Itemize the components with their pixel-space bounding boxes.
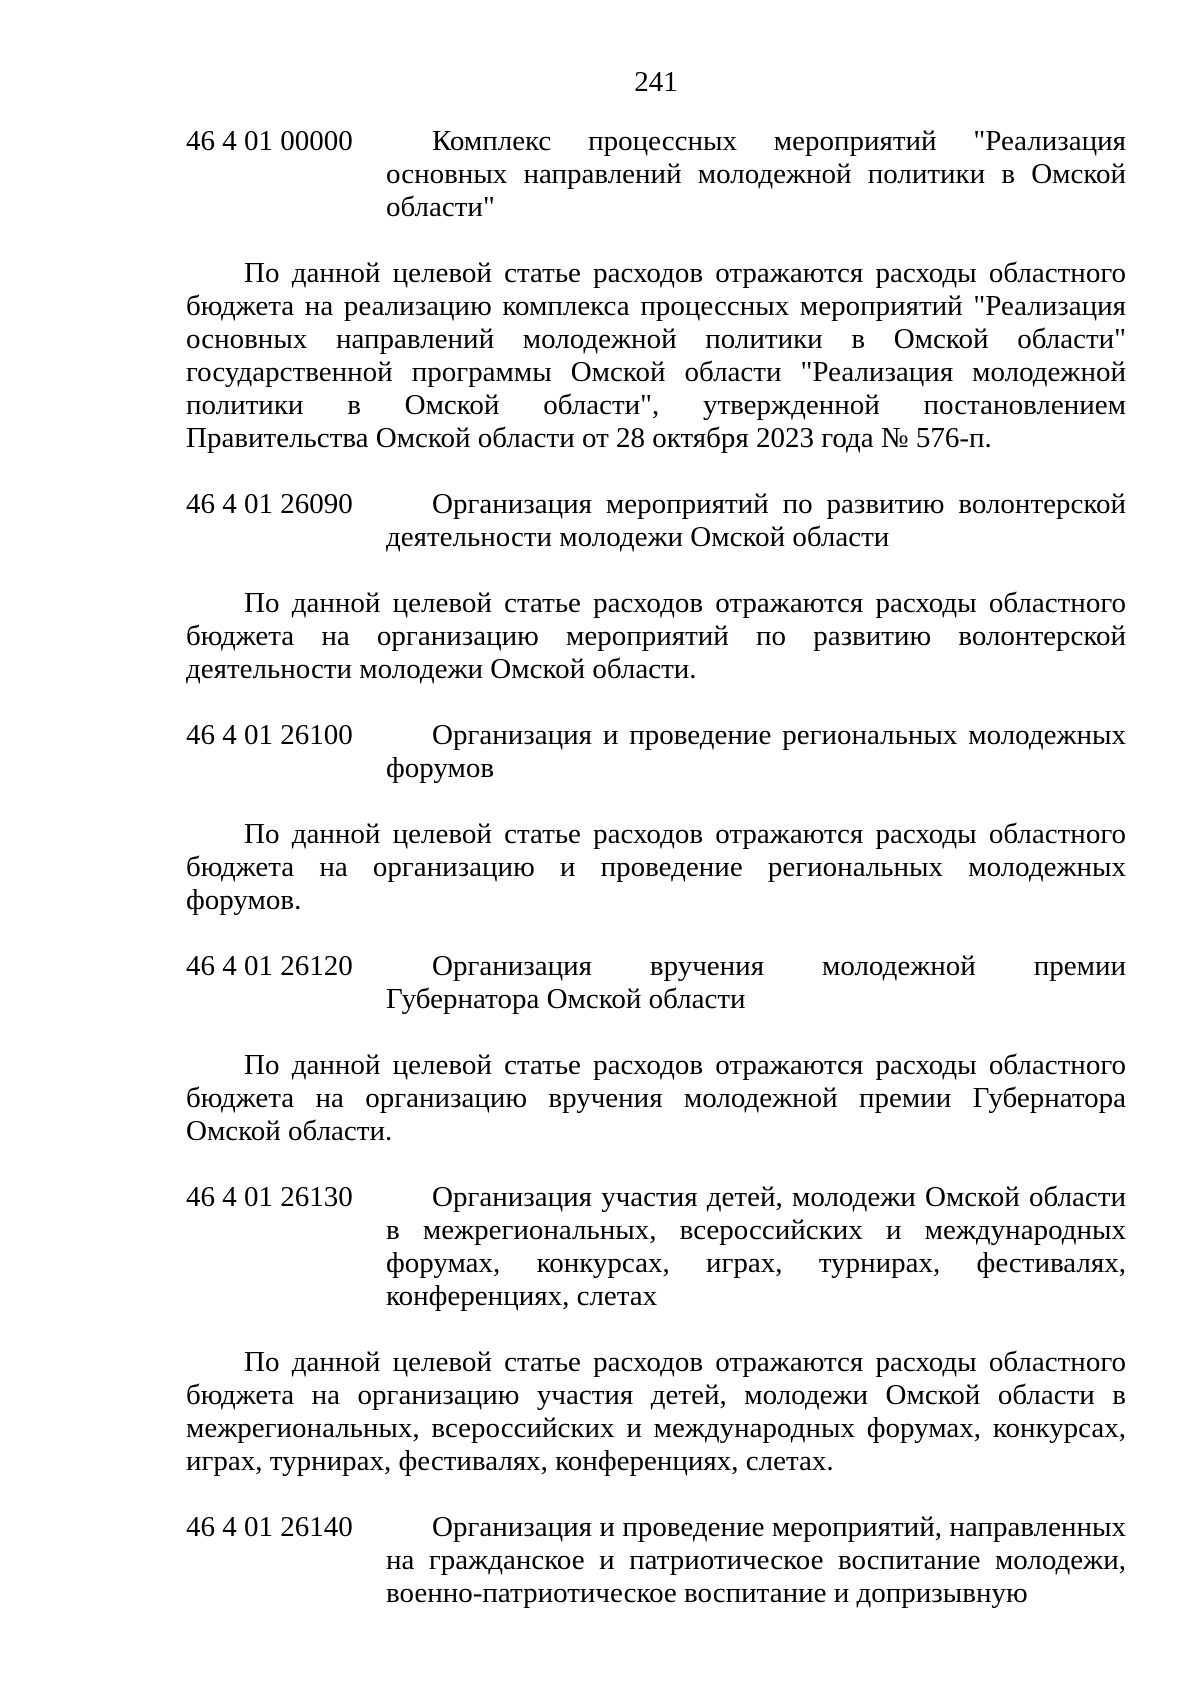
entry-description: По данной целевой статье расходов отражаются расходы областного бюджета на организацию и проведение региональных молодежных форумов.	[186, 818, 1126, 916]
budget-entry	[186, 1181, 1126, 1313]
budget-entry	[186, 488, 1126, 554]
entry-title: Организация и проведение региональных молодежных форумов	[386, 719, 1126, 784]
budget-entry	[186, 125, 1126, 224]
entry-description: По данной целевой статье расходов отражаются расходы областного бюджета на организацию участия детей, молодежи Омской области в межрегиональных, всероссийских и международных форумах, конкурсах, играх, турнирах, фестивалях, конференциях, слетах.	[186, 1346, 1126, 1477]
budget-entry	[186, 719, 1126, 785]
entry-title: Организация участия детей, молодежи Омской области в межрегиональных, всероссийских и международных форумах, конкурсах, играх, турнирах, фестивалях, конференциях, слетах	[386, 1181, 1126, 1312]
entry-title: Комплекс процессных мероприятий "Реализация основных направлений молодежной политики в Омской области"	[386, 125, 1126, 223]
entry-code: 46 4 01 00000	[186, 125, 353, 157]
document-page	[186, 66, 1126, 1610]
entry-title: Организация и проведение мероприятий, направленных на гражданское и патриотическое воспитание молодежи, военно-патриотическое воспитание и допризывную	[386, 1511, 1126, 1609]
entry-description: По данной целевой статье расходов отражаются расходы областного бюджета на организацию вручения молодежной премии Губернатора Омской области.	[186, 1049, 1126, 1147]
entry-code: 46 4 01 26100	[186, 719, 353, 751]
entry-code: 46 4 01 26120	[186, 950, 353, 982]
entry-code: 46 4 01 26140	[186, 1511, 353, 1543]
entry-code: 46 4 01 26130	[186, 1181, 353, 1213]
entry-description: По данной целевой статье расходов отражаются расходы областного бюджета на организацию мероприятий по развитию волонтерской деятельности молодежи Омской области.	[186, 587, 1126, 685]
entry-code: 46 4 01 26090	[186, 488, 353, 520]
budget-entry	[186, 950, 1126, 1016]
entry-description: По данной целевой статье расходов отражаются расходы областного бюджета на реализацию комплекса процессных мероприятий "Реализация основных направлений молодежной политики в Омской области" государственной программы Омской области "Реализация молодежной политики в Омской области", утвержденной постановлением Правительства Омской области от 28 октября 2023 года № 576-п.	[186, 257, 1126, 454]
budget-entry	[186, 1511, 1126, 1610]
entry-title: Организация вручения молодежной премии Губернатора Омской области	[386, 950, 1126, 1015]
page-number: 241	[634, 66, 678, 98]
entry-title: Организация мероприятий по развитию волонтерской деятельности молодежи Омской области	[386, 488, 1126, 553]
